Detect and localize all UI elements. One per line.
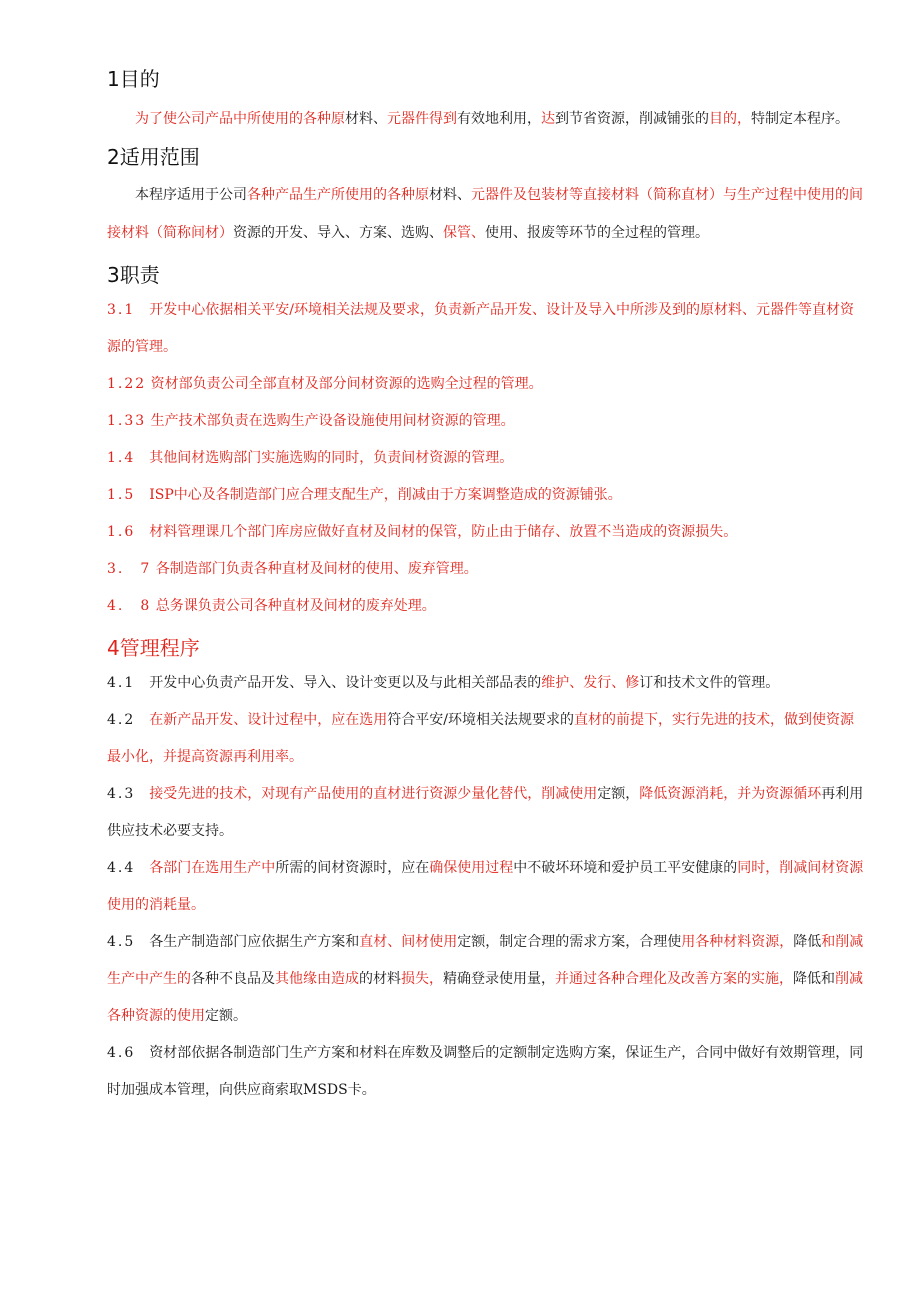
heading-responsibilities: 3职责 bbox=[107, 263, 160, 287]
text-run: 符合平安/环境相关法规要求的 bbox=[387, 712, 574, 728]
text-run: 中不破坏环境和爱护员工平安健康的 bbox=[513, 860, 738, 876]
responsibility-item-3: 1.33 生产技术部负责在选购生产设备设施使用间材资源的管理。 bbox=[107, 413, 515, 429]
text-run: 直材的前提下，实行先进的技术，做到使资源最小化，并提高资源再利用率。 bbox=[107, 712, 854, 765]
procedure-item-4: 4.4 各部门在选用生产中所需的间材资源时，应在确保使用过程中不破坏环境和爱护员工平安健康的同时，削减间材资源使用的消耗量。 bbox=[107, 860, 864, 913]
text-run: 直材、间材使用 bbox=[359, 934, 458, 950]
text-run: 削减各种资源的使用 bbox=[107, 971, 863, 1024]
text-run: 元器件及包装材等直接材料（简称直材）与生产过程中使用的间接材料（简称间材） bbox=[107, 187, 863, 241]
text-run: 的材料 bbox=[359, 971, 401, 987]
text-run: 降低 bbox=[793, 934, 822, 950]
text-run: 其他缘由造成 bbox=[275, 971, 359, 987]
text-run: 本程序适用于公司 bbox=[135, 187, 247, 203]
text-run: 维护、发行、修 bbox=[541, 675, 640, 691]
heading-purpose: 1目的 bbox=[107, 67, 160, 91]
text-run: 订和技术文件的管理。 bbox=[639, 675, 780, 691]
procedure-item-5: 4.5 各生产制造部门应依据生产方案和直材、间材使用定额，制定合理的需求方案，合理使用各种材料资源，降低和削减生产中产生的各种不良品及其他缘由造成的材料损失，精确登录使用量，并通过各种合理化及改善方案的实施，降低和削减各种资源的使用定额。 bbox=[107, 934, 864, 1024]
text-run: 降低资源消耗，并为资源循环 bbox=[639, 786, 822, 802]
text-run: 材料、 bbox=[429, 187, 471, 203]
responsibilities-list bbox=[107, 292, 867, 625]
text-run: 定额。 bbox=[205, 1008, 247, 1024]
text-run: 精确登录使用量， bbox=[443, 971, 555, 987]
responsibility-item-6: 1.6 材料管理课几个部门库房应做好直材及间材的保管，防止由于储存、放置不当造成的资源损失。 bbox=[107, 524, 738, 540]
text-run: 资材部依据各制造部门生产方案和材料在库数及调整后的定额制定选购方案，保证生产，合同中做好有效期管理，同时加强成本管理，向供应商索取MSDS卡。 bbox=[107, 1045, 864, 1098]
text-run: 材料、 bbox=[345, 111, 387, 127]
purpose-paragraph bbox=[107, 106, 867, 132]
text-run: 再利用供应技术必要支持。 bbox=[107, 786, 864, 839]
heading-management-procedure: 4管理程序 bbox=[107, 636, 200, 660]
responsibility-item-1: 3.1 开发中心依据相关平安/环境相关法规及要求，负责新产品开发、设计及导入中所涉及到的原材料、元器件等直材资源的管理。 bbox=[107, 302, 854, 355]
text-run: 目的， bbox=[709, 111, 751, 127]
text-run: 使用、报废等环节的全过程的管理。 bbox=[485, 225, 709, 241]
text-run: 降低和 bbox=[793, 971, 835, 987]
text-run: 为了使公司产品中所使用的各种原 bbox=[135, 111, 345, 127]
text-run: 并通过各种合理化及改善方案的实施， bbox=[555, 971, 793, 987]
text-run: 元器件得到 bbox=[387, 111, 457, 127]
procedure-item-2: 4.2 在新产品开发、设计过程中，应在选用符合平安/环境相关法规要求的直材的前提下，实行先进的技术，做到使资源最小化，并提高资源再利用率。 bbox=[107, 712, 854, 765]
text-run: 定额， bbox=[597, 786, 640, 802]
text-run: 各生产制造部门应依据生产方案和 bbox=[149, 934, 360, 950]
text-run: 接受先进的技术，对现有产品使用的直材进行资源少量化替代，削减使用 bbox=[149, 786, 598, 802]
responsibility-item-5: 1.5 ISP中心及各制造部门应合理支配生产，削减由于方案调整造成的资源铺张。 bbox=[107, 487, 622, 503]
text-run: 各部门在选用生产中 bbox=[149, 860, 276, 876]
text-run: 到节省资源，削减铺张的 bbox=[555, 111, 709, 127]
procedure-item-6: 4.6 资材部依据各制造部门生产方案和材料在库数及调整后的定额制定选购方案，保证生产，合同中做好有效期管理，同时加强成本管理，向供应商索取MSDS卡。 bbox=[107, 1045, 864, 1098]
responsibility-item-2: 1.22 资材部负责公司全部直材及部分间材资源的选购全过程的管理。 bbox=[107, 376, 543, 392]
document-content bbox=[107, 62, 867, 1109]
text-run: 在新产品开发、设计过程中，应在选用 bbox=[149, 712, 388, 728]
heading-scope: 2适用范围 bbox=[107, 145, 200, 169]
text-run: 特制定本程序。 bbox=[751, 111, 849, 127]
text-run: 各种不良品及 bbox=[191, 971, 275, 987]
text-run: 同时，削减间材资源使用的消耗量。 bbox=[107, 860, 864, 913]
text-run: 定额，制定合理的需求方案，合理使 bbox=[457, 934, 682, 950]
responsibility-item-7: 3. 7 各制造部门负责各种直材及间材的使用、废弃管理。 bbox=[107, 561, 478, 577]
responsibility-item-8: 4. 8 总务课负责公司各种直材及间材的废弃处理。 bbox=[107, 598, 436, 614]
responsibility-item-4: 1.4 其他间材选购部门实施选购的同时，负责间材资源的管理。 bbox=[107, 450, 514, 466]
text-run: 各种产品生产所使用的各种原 bbox=[247, 187, 429, 203]
text-run: 有效地利用， bbox=[457, 111, 541, 127]
text-run: 资源的开发、导入、方案、选购、 bbox=[233, 225, 443, 241]
scope-paragraph bbox=[107, 176, 867, 252]
text-run: 损失， bbox=[401, 971, 443, 987]
text-run: 达 bbox=[541, 111, 555, 127]
text-run: 用各种材料资源， bbox=[681, 934, 794, 950]
procedure-item-1: 4.1 开发中心负责产品开发、导入、设计变更以及与此相关部品表的维护、发行、修订和技术文件的管理。 bbox=[107, 675, 780, 691]
procedure-list bbox=[107, 665, 867, 1109]
text-run: 保管、 bbox=[443, 225, 485, 241]
text-run: 所需的间材资源时，应在 bbox=[275, 860, 430, 876]
text-run: 和削减生产中产生的 bbox=[107, 934, 864, 987]
procedure-item-3: 4.3 接受先进的技术，对现有产品使用的直材进行资源少量化替代，削减使用定额，降低资源消耗，并为资源循环再利用供应技术必要支持。 bbox=[107, 786, 864, 839]
text-run: 开发中心负责产品开发、导入、设计变更以及与此相关部品表的 bbox=[149, 675, 542, 691]
text-run: 确保使用过程 bbox=[429, 860, 514, 876]
